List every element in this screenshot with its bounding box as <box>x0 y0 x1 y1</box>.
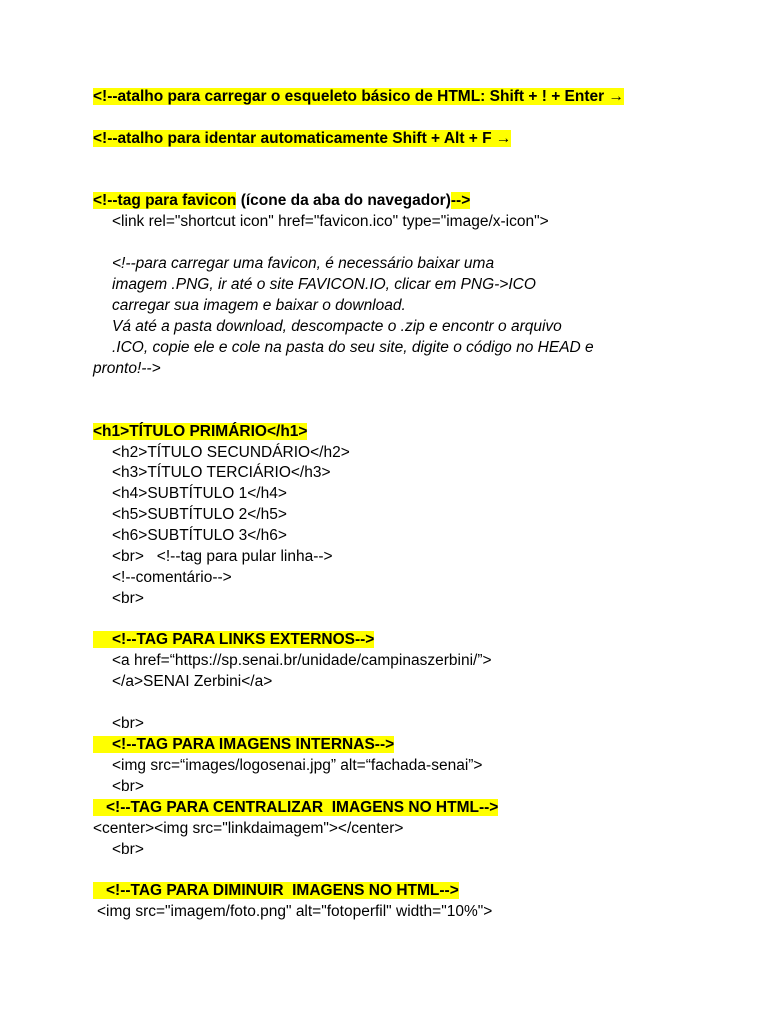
favicon-heading-highlight: <!--tag para favicon <box>93 192 237 209</box>
shrink-tag-line: <img src="imagem/foto.png" alt="fotoperfil" width="10%"> <box>97 903 493 920</box>
favicon-link-line: <link rel="shortcut icon" href="favicon.ico" type="image/x-icon"> <box>112 213 549 230</box>
h2-line: <h2>TÍTULO SECUNDÁRIO</h2> <box>112 444 350 461</box>
br-comment-line: <br> <!--tag para pular linha--> <box>112 548 333 565</box>
favicon-note-line-1: <!--para carregar uma favicon, é necessário baixar uma <box>112 255 495 272</box>
h5-line: <h5>SUBTÍTULO 2</h5> <box>112 506 287 523</box>
shortcut-indent-note: <!--atalho para identar automaticamente Shift + Alt + F → <box>93 130 512 147</box>
h4-line: <h4>SUBTÍTULO 1</h4> <box>112 485 287 502</box>
anchor-close-line: </a>SENAI Zerbini</a> <box>112 673 273 690</box>
favicon-note-line-2: imagem .PNG, ir até o site FAVICON.IO, clicar em PNG->ICO <box>112 276 536 293</box>
favicon-heading-text: (ícone da aba do navegador) <box>236 192 451 209</box>
br-line-2: <br> <box>112 715 144 732</box>
shortcut-html-note: <!--atalho para carregar o esqueleto básico de HTML: Shift + ! + Enter → <box>93 88 624 105</box>
anchor-href-line: <a href=“https://sp.senai.br/unidade/campinaszerbini/”> <box>112 652 492 669</box>
br-line-4: <br> <box>112 841 144 858</box>
favicon-note-line-5: .ICO, copie ele e cole na pasta do seu site, digite o código no HEAD e <box>112 339 594 356</box>
favicon-note-line-4: Vá até a pasta download, descompacte o .zip e encontr o arquivo <box>112 318 562 335</box>
comment-line: <!--comentário--> <box>112 569 232 586</box>
h6-line: <h6>SUBTÍTULO 3</h6> <box>112 527 287 544</box>
favicon-heading-end: --> <box>450 192 471 209</box>
img-src-line: <img src=“images/logosenai.jpg” alt=“fachada-senai”> <box>112 757 483 774</box>
favicon-note-line-6: pronto!--> <box>93 360 161 377</box>
images-heading: <!--TAG PARA IMAGENS INTERNAS--> <box>93 736 394 753</box>
br-line-3: <br> <box>112 778 144 795</box>
links-heading: <!--TAG PARA LINKS EXTERNOS--> <box>93 631 374 648</box>
center-heading: <!--TAG PARA CENTRALIZAR IMAGENS NO HTML--> <box>93 799 498 816</box>
h3-line: <h3>TÍTULO TERCIÁRIO</h3> <box>112 464 331 481</box>
center-tag-line: <center><img src="linkdaimagem"></center> <box>93 820 404 837</box>
favicon-heading <box>93 190 470 211</box>
h1-line: <h1>TÍTULO PRIMÁRIO</h1> <box>93 423 308 440</box>
favicon-note-line-3: carregar sua imagem e baixar o download. <box>112 297 406 314</box>
shrink-heading: <!--TAG PARA DIMINUIR IMAGENS NO HTML--> <box>93 882 459 899</box>
br-line-1: <br> <box>112 590 144 607</box>
